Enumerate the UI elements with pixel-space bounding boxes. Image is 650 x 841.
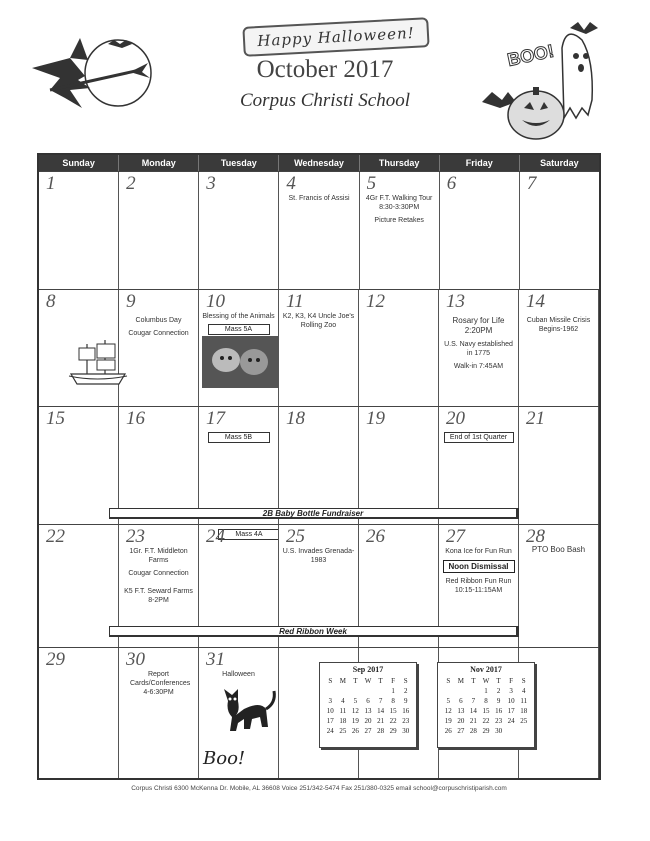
date-number: 15 bbox=[46, 408, 65, 429]
mini-calendar-days bbox=[438, 676, 534, 736]
date-number: 14 bbox=[526, 291, 545, 312]
day-cell bbox=[39, 648, 119, 778]
mini-calendar-day: 11 bbox=[520, 697, 528, 705]
date-number: 4 bbox=[286, 173, 296, 194]
mini-calendar-day: 6 bbox=[366, 697, 370, 705]
day-cell bbox=[359, 407, 439, 524]
mini-calendar-day: 6 bbox=[459, 697, 463, 705]
calendar-event: Picture Retakes bbox=[374, 217, 424, 224]
mini-calendar-weekday: M bbox=[457, 677, 464, 685]
mini-calendar-day: 21 bbox=[469, 717, 477, 725]
red-ribbon-week-bar: Red Ribbon Week bbox=[109, 626, 519, 637]
weekday-header-row bbox=[39, 155, 599, 171]
date-number: 6 bbox=[446, 173, 457, 194]
mini-calendar-day: 16 bbox=[495, 707, 503, 715]
date-number: 23 bbox=[126, 526, 145, 547]
mini-calendar-day: 27 bbox=[457, 727, 465, 735]
calendar-event: 4Gr F.T. Walking Tour 8:30-3:30PM bbox=[365, 195, 433, 211]
day-cell bbox=[119, 407, 199, 524]
page-title: October 2017 bbox=[256, 56, 394, 83]
mini-calendar-weekday: W bbox=[482, 677, 490, 685]
black-cat-icon bbox=[216, 683, 279, 733]
witch-moon-illustration bbox=[30, 28, 160, 128]
mini-calendar-day: 5 bbox=[353, 697, 358, 705]
week-row bbox=[39, 289, 599, 406]
calendar-event: K2, K3, K4 Uncle Joe's Rolling Zoo bbox=[282, 313, 355, 329]
quarter-end-label: End of 1st Quarter bbox=[444, 432, 514, 443]
day-cell bbox=[359, 290, 439, 406]
week-row bbox=[39, 647, 599, 778]
mini-calendar-day: 27 bbox=[364, 727, 372, 735]
mini-calendar-day: 3 bbox=[328, 697, 333, 705]
mini-calendar-day: 12 bbox=[351, 707, 359, 715]
mass-label: Mass 5B bbox=[208, 432, 270, 443]
school-contact-footer: Corpus Christi 6300 McKenna Dr. Mobile, AL 36608 Voice 251/342-5474 Fax 251/380-0325 email school@corpuschristiparish.com bbox=[131, 785, 507, 792]
mini-calendar-nov bbox=[437, 662, 535, 748]
mini-calendar-day: 16 bbox=[402, 707, 410, 715]
mini-calendar-day: 9 bbox=[496, 697, 501, 705]
mini-calendar-day: 20 bbox=[364, 717, 372, 725]
calendar-event: Red Ribbon Fun Run 10:15-11:15AM bbox=[445, 578, 512, 594]
date-number: 11 bbox=[286, 291, 304, 312]
school-name: Corpus Christi School bbox=[240, 90, 410, 111]
date-number: 20 bbox=[446, 408, 465, 429]
boo-decoration-text: BOO! bbox=[505, 40, 556, 71]
calendar-event: U.S. Navy established in 1775 bbox=[444, 341, 513, 357]
noon-dismissal-label: Noon Dismissal bbox=[443, 560, 515, 573]
mini-calendar-day bbox=[517, 726, 530, 736]
ghost-pumpkin-illustration bbox=[478, 20, 618, 145]
mini-calendar-weekday: T bbox=[378, 677, 383, 685]
date-number: 28 bbox=[526, 526, 545, 547]
week-row bbox=[39, 171, 599, 289]
mini-calendar-day: 29 bbox=[389, 727, 397, 735]
date-number: 24 bbox=[206, 526, 225, 547]
mini-calendar-day: 23 bbox=[495, 717, 503, 725]
weekday-sunday: Sunday bbox=[39, 155, 119, 171]
mini-calendar-day bbox=[442, 686, 455, 696]
mini-calendar-title: Sep 2017 bbox=[352, 665, 384, 674]
mini-calendar-day: 2 bbox=[403, 687, 408, 695]
day-cell bbox=[519, 290, 599, 406]
date-number: 13 bbox=[446, 291, 465, 312]
date-number: 9 bbox=[126, 291, 136, 312]
day-cell bbox=[199, 648, 279, 778]
mini-calendar-day: 1 bbox=[391, 687, 395, 695]
mini-calendar-title: Nov 2017 bbox=[470, 665, 502, 674]
mini-calendar-day: 17 bbox=[326, 717, 334, 725]
week-row bbox=[39, 406, 599, 524]
date-number: 19 bbox=[366, 408, 385, 429]
calendar-event: Report Cards/Conferences 4-6:30PM bbox=[130, 671, 191, 696]
mini-calendar-day: 15 bbox=[389, 707, 397, 715]
mini-calendar-day: 29 bbox=[482, 727, 490, 735]
mini-calendar-day bbox=[362, 686, 375, 696]
calendar-event: Halloween bbox=[222, 671, 255, 678]
day-cell bbox=[199, 407, 279, 524]
mini-calendar-day: 13 bbox=[364, 707, 372, 715]
date-number: 5 bbox=[366, 173, 377, 194]
date-number: 12 bbox=[366, 291, 385, 312]
day-cell bbox=[439, 407, 519, 524]
mini-calendar-day: 19 bbox=[351, 717, 359, 725]
calendar-event: Cuban Missile Crisis Begins-1962 bbox=[526, 317, 591, 333]
date-number: 8 bbox=[46, 291, 56, 312]
mini-calendar-day: 25 bbox=[339, 727, 347, 735]
mini-calendar-weekday: S bbox=[521, 677, 526, 685]
day-cell bbox=[279, 407, 359, 524]
mini-calendar-weekday: T bbox=[353, 677, 358, 685]
date-number: 3 bbox=[206, 173, 216, 194]
mass-label: Mass 4A bbox=[218, 529, 279, 540]
calendar-event: Blessing of the Animals bbox=[202, 313, 275, 320]
day-cell bbox=[199, 290, 279, 406]
mini-calendar-weekday: S bbox=[446, 677, 451, 685]
mini-calendar-day: 4 bbox=[341, 697, 345, 705]
weekday-wednesday: Wednesday bbox=[279, 155, 359, 171]
day-cell bbox=[279, 172, 359, 289]
mini-calendar-day: 18 bbox=[520, 707, 528, 715]
date-number: 30 bbox=[126, 649, 145, 670]
mini-calendar-day: 12 bbox=[444, 707, 452, 715]
weekday-saturday: Saturday bbox=[540, 158, 579, 168]
mini-calendar-day: 22 bbox=[389, 717, 397, 725]
day-cell bbox=[119, 290, 199, 406]
mass-label: Mass 5A bbox=[208, 324, 270, 335]
mini-calendar-weekday: F bbox=[509, 677, 514, 685]
mini-calendar-day: 8 bbox=[391, 697, 395, 705]
animal-photo-image bbox=[202, 336, 279, 388]
day-cell bbox=[520, 172, 599, 289]
mini-calendar-day: 17 bbox=[507, 707, 515, 715]
day-cell bbox=[439, 290, 519, 406]
calendar-event: Walk-in 7:45AM bbox=[453, 363, 504, 370]
day-cell bbox=[119, 648, 199, 778]
calendar-event: Cougar Connection bbox=[128, 330, 189, 337]
mini-calendar-weekday: M bbox=[339, 677, 346, 685]
mini-calendar-day: 10 bbox=[326, 707, 334, 715]
calendar-event: U.S. Invades Grenada-1983 bbox=[282, 548, 355, 564]
mini-calendar-sep bbox=[319, 662, 417, 748]
weekday-thursday: Thursday bbox=[360, 155, 440, 171]
calendar-header bbox=[0, 0, 650, 150]
date-number: 21 bbox=[526, 408, 545, 429]
mini-calendar-days bbox=[320, 676, 416, 736]
calendar-event: 1Gr. F.T. Middleton Farms bbox=[129, 548, 188, 564]
day-cell bbox=[279, 290, 359, 406]
calendar-event: St. Francis of Assisi bbox=[288, 195, 350, 202]
calendar-event: Cougar Connection bbox=[128, 570, 189, 577]
mini-calendar-day: 15 bbox=[482, 707, 490, 715]
date-number: 10 bbox=[206, 291, 225, 312]
mini-calendar-day bbox=[467, 686, 480, 696]
date-number: 16 bbox=[126, 408, 145, 429]
mini-calendar-day: 26 bbox=[444, 727, 452, 735]
mini-calendar-day: 13 bbox=[457, 707, 465, 715]
date-number: 31 bbox=[206, 649, 225, 670]
ship-icon bbox=[67, 336, 129, 388]
mini-calendar-day: 8 bbox=[484, 697, 488, 705]
mini-calendar-day: 22 bbox=[482, 717, 490, 725]
calendar-event: PTO Boo Bash bbox=[531, 545, 586, 554]
mini-calendar-day: 24 bbox=[326, 727, 334, 735]
happy-halloween-banner: Happy Halloween! bbox=[242, 17, 429, 57]
day-cell bbox=[199, 172, 279, 289]
weekday-monday: Monday bbox=[119, 155, 199, 171]
day-cell bbox=[440, 172, 520, 289]
date-number: 2 bbox=[126, 173, 136, 194]
boo-handwritten-text: Boo! bbox=[203, 748, 246, 769]
week-row bbox=[39, 524, 599, 647]
month-calendar-grid bbox=[37, 153, 601, 780]
mini-calendar-weekday: T bbox=[471, 677, 476, 685]
date-number: 29 bbox=[46, 649, 65, 670]
day-cell bbox=[39, 172, 119, 289]
mini-calendar-day bbox=[349, 686, 362, 696]
mini-calendar-day: 19 bbox=[444, 717, 452, 725]
day-cell bbox=[519, 525, 599, 647]
mini-calendar-day: 14 bbox=[377, 707, 385, 715]
mini-calendar-day: 9 bbox=[403, 697, 408, 705]
mini-calendar-weekday: W bbox=[364, 677, 372, 685]
mini-calendar-day bbox=[374, 686, 387, 696]
day-cell bbox=[119, 172, 199, 289]
mini-calendar-day bbox=[455, 686, 468, 696]
mini-calendar-day bbox=[324, 686, 337, 696]
mini-calendar-day: 28 bbox=[469, 727, 477, 735]
mini-calendar-day: 4 bbox=[521, 687, 526, 695]
mini-calendar-weekday: S bbox=[328, 677, 333, 685]
mini-calendar-weekday: T bbox=[496, 677, 501, 685]
calendar-event: Kona Ice for Fun Run bbox=[445, 548, 512, 555]
date-number: 1 bbox=[46, 173, 56, 194]
mini-calendar-day: 28 bbox=[377, 727, 385, 735]
date-number: 18 bbox=[286, 408, 305, 429]
date-number: 17 bbox=[206, 408, 225, 429]
date-number: 26 bbox=[366, 526, 385, 547]
weekday-tuesday: Tuesday bbox=[199, 155, 279, 171]
calendar-event: Columbus Day bbox=[135, 317, 182, 324]
day-cell bbox=[360, 172, 440, 289]
mini-calendar-day: 10 bbox=[507, 697, 515, 705]
mini-calendar-day: 18 bbox=[339, 717, 347, 725]
mini-calendar-day: 30 bbox=[402, 727, 410, 735]
day-cell bbox=[39, 525, 119, 647]
mini-calendar-day: 2 bbox=[496, 687, 501, 695]
mini-calendar-day: 20 bbox=[457, 717, 465, 725]
date-number: 7 bbox=[526, 173, 537, 194]
mini-calendar-day: 7 bbox=[471, 697, 476, 705]
date-number: 27 bbox=[446, 526, 465, 547]
mini-calendar-day: 5 bbox=[446, 697, 451, 705]
mini-calendar-day: 30 bbox=[495, 727, 503, 735]
mini-calendar-day: 3 bbox=[509, 687, 513, 695]
day-cell bbox=[519, 407, 599, 524]
mini-calendar-day: 11 bbox=[339, 707, 347, 715]
mini-calendar-day: 1 bbox=[484, 687, 488, 695]
mini-calendar-day bbox=[505, 726, 518, 736]
mini-calendar-day bbox=[337, 686, 350, 696]
mini-calendar-weekday: S bbox=[403, 677, 408, 685]
mini-calendar-day: 26 bbox=[351, 727, 359, 735]
calendar-event: Rosary for Life 2:20PM bbox=[452, 316, 505, 335]
mini-calendar-day: 25 bbox=[520, 717, 528, 725]
weekday-friday: Friday bbox=[440, 155, 520, 171]
date-number: 25 bbox=[286, 526, 305, 547]
date-number: 22 bbox=[46, 526, 65, 547]
mini-calendar-weekday: F bbox=[391, 677, 396, 685]
mini-calendar-day: 7 bbox=[378, 697, 383, 705]
mini-calendar-day: 24 bbox=[507, 717, 515, 725]
mini-calendar-day: 23 bbox=[402, 717, 410, 725]
day-cell bbox=[39, 407, 119, 524]
mini-calendar-day: 14 bbox=[469, 707, 477, 715]
mini-calendar-day: 21 bbox=[377, 717, 385, 725]
baby-bottle-fundraiser-bar: 2B Baby Bottle Fundraiser bbox=[109, 508, 519, 519]
calendar-event: K5 F.T. Seward Farms 8-2PM bbox=[124, 588, 193, 604]
